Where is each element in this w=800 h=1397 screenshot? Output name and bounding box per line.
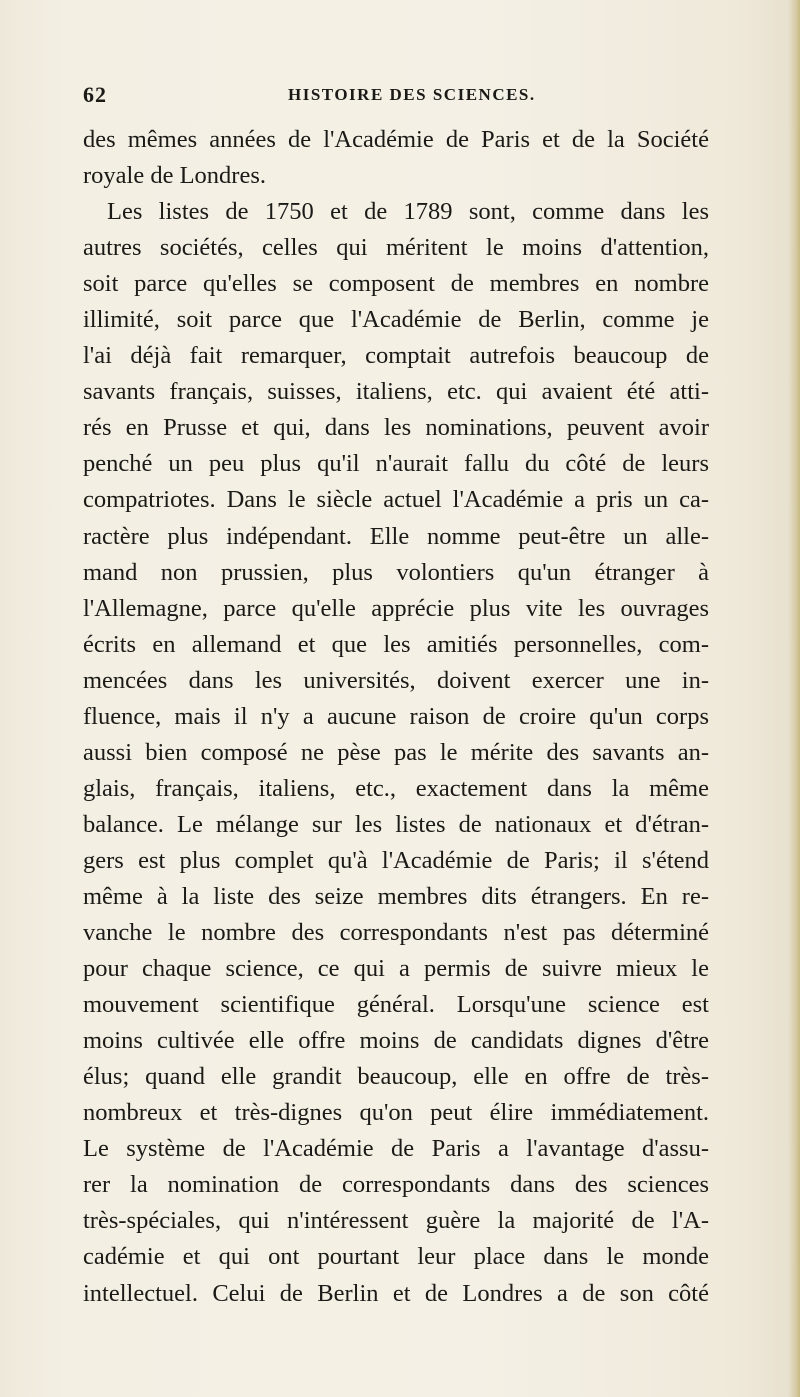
text-line: même à la liste des seize membres dits étrangers. En re-	[83, 882, 709, 910]
text-line: l'Allemagne, parce qu'elle apprécie plus vite les ouvrages	[83, 594, 709, 622]
text-line: rer la nomination de correspondants dans des sciences	[83, 1171, 709, 1199]
text-line: écrits en allemand et que les amitiés personnelles, com-	[83, 630, 709, 658]
text-line: pour chaque science, ce qui a permis de suivre mieux le	[83, 955, 709, 983]
text-line: vanche le nombre des correspondants n'est pas déterminé	[83, 919, 709, 947]
text-line: balance. Le mélange sur les listes de nationaux et d'étran-	[83, 810, 709, 838]
body-text	[83, 122, 709, 1312]
text-line: très-spéciales, qui n'intéressent guère la majorité de l'A-	[83, 1207, 709, 1235]
text-line: ractère plus indépendant. Elle nomme peut-être un alle-	[83, 522, 709, 550]
text-line: mencées dans les universités, doivent exercer une in-	[83, 666, 709, 694]
text-line: royale de Londres.	[83, 162, 266, 190]
text-line: élus; quand elle grandit beaucoup, elle en offre de très-	[83, 1063, 709, 1091]
text-line: cadémie et qui ont pourtant leur place dans le monde	[83, 1243, 709, 1271]
text-line: illimité, soit parce que l'Académie de Berlin, comme je	[83, 306, 709, 334]
text-line: mand non prussien, plus volontiers qu'un étranger à	[83, 558, 709, 586]
text-line: savants français, suisses, italiens, etc. qui avaient été atti-	[83, 378, 709, 406]
page-header	[83, 82, 713, 112]
text-line: soit parce qu'elles se composent de membres en nombre	[83, 270, 709, 298]
text-line: mouvement scientifique général. Lorsqu'une science est	[83, 991, 709, 1019]
text-line: aussi bien composé ne pèse pas le mérite des savants an-	[83, 738, 709, 766]
text-line: glais, français, italiens, etc., exactement dans la même	[83, 774, 709, 802]
text-line: l'ai déjà fait remarquer, comptait autrefois beaucoup de	[83, 342, 709, 370]
text-line: fluence, mais il n'y a aucune raison de croire qu'un corps	[83, 702, 709, 730]
text-line: gers est plus complet qu'à l'Académie de Paris; il s'étend	[83, 846, 709, 874]
text-line: des mêmes années de l'Académie de Paris et de la Société	[83, 126, 709, 153]
page-number: 62	[83, 82, 107, 107]
text-line: nombreux et très-dignes qu'on peut élire immédiatement.	[83, 1099, 709, 1127]
page-edge-shadow	[788, 0, 800, 1397]
text-line: moins cultivée elle offre moins de candidats dignes d'être	[83, 1027, 709, 1055]
running-title: HISTOIRE DES SCIENCES.	[288, 85, 536, 104]
text-line: Le système de l'Académie de Paris a l'avantage d'assu-	[83, 1135, 709, 1163]
text-line: autres sociétés, celles qui méritent le moins d'attention,	[83, 234, 709, 262]
text-line: penché un peu plus qu'il n'aurait fallu du côté de leurs	[83, 450, 709, 478]
text-line: Les listes de 1750 et de 1789 sont, comme dans les	[107, 198, 709, 226]
text-line: intellectuel. Celui de Berlin et de Londres a de son côté	[83, 1279, 709, 1307]
text-line: compatriotes. Dans le siècle actuel l'Académie a pris un ca-	[83, 486, 709, 514]
text-line: rés en Prusse et qui, dans les nominations, peuvent avoir	[83, 414, 709, 442]
